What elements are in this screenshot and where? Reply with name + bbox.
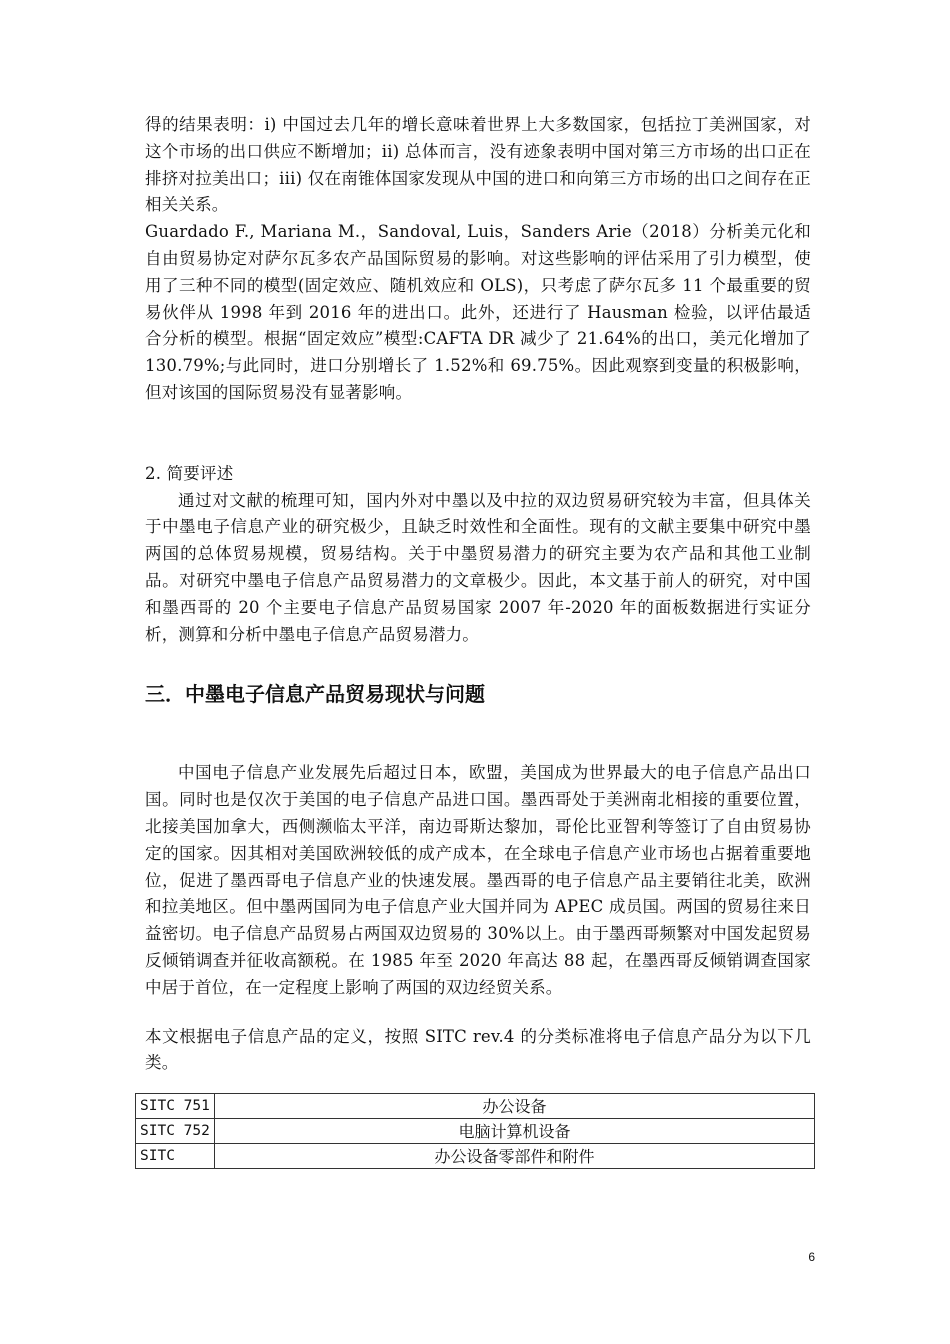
- section-title-brief-review: 2. 简要评述: [145, 463, 234, 483]
- paragraph-status: 中国电子信息产业发展先后超过日本，欧盟，美国成为世界最大的电子信息产品出口国。同时也是仅次于美国的电子信息产品进口国。墨西哥处于美洲南北相接的重要位置，北接美国加拿大，西侧濒临太平洋，南边哥斯达黎加，哥伦比亚智利等签订了自由贸易协定的国家。因其相对美国欧洲较低的成产成本，在全球电子信息产业市场也占据着重要地位，促进了墨西哥电子信息产业的快速发展。墨西哥的电子信息产品主要销往北美，欧洲和拉美地区。但中墨两国同为电子信息产业大国并同为 APEC 成员国。两国的贸易往来日益密切。电子信息产品贸易占两国双边贸易的 30%以上。由于墨西哥频繁对中国发起贸易反倾销调查并征收高额税。在 1985 年至 2020 年高达 88 起，在墨西哥反倾销调查国家中居于首位，在一定程度上影响了两国的双边经贸关系。: [145, 763, 811, 997]
- paragraph-review: 通过对文献的梳理可知，国内外对中墨以及中拉的双边贸易研究较为丰富，但具体关于中墨电子信息产业的研究极少，且缺乏时效性和全面性。现有的文献主要集中研究中墨两国的总体贸易规模，贸易结构。关于中墨贸易潜力的研究主要为农产品和其他工业制品。对研究中墨电子信息产品贸易潜力的文章极少。因此，本文基于前人的研究，对中国和墨西哥的 20 个主要电子信息产品贸易国家 2007 年-2020 年的面板数据进行实证分析，测算和分析中墨电子信息产品贸易潜力。: [145, 490, 811, 644]
- sitc-code-cell: SITC: [136, 1144, 215, 1169]
- table-row: [136, 1144, 815, 1169]
- document-body: [140, 112, 811, 1169]
- table-row: [136, 1094, 815, 1119]
- chapter-heading: 三．中墨电子信息产品贸易现状与问题: [145, 682, 485, 707]
- sitc-code-cell: SITC 751: [136, 1094, 215, 1119]
- sitc-classification-table: [135, 1093, 815, 1169]
- sitc-desc-cell: 办公设备: [215, 1094, 815, 1119]
- sitc-desc-cell: 电脑计算机设备: [215, 1119, 815, 1144]
- paragraph-findings: 得的结果表明：i) 中国过去几年的增长意味着世界上大多数国家，包括拉丁美洲国家，对这个市场的出口供应不断增加；ii) 总体而言，没有迹象表明中国对第三方市场的出口正在排挤对拉美出口；iii) 仅在南锥体国家发现从中国的进口和向第三方市场的出口之间存在正相关关系。: [145, 115, 811, 215]
- page-number: 6: [808, 1250, 815, 1264]
- table-row: [136, 1119, 815, 1144]
- sitc-code-cell: SITC 752: [136, 1119, 215, 1144]
- sitc-desc-cell: 办公设备零部件和附件: [215, 1144, 815, 1169]
- paragraph-classification: 本文根据电子信息产品的定义，按照 SITC rev.4 的分类标准将电子信息产品分为以下几类。: [145, 1026, 811, 1073]
- paragraph-guardado-study: Guardado F., Mariana M.，Sandoval, Luis，Sanders Arie（2018）分析美元化和自由贸易协定对萨尔瓦多农产品国际贸易的影响。对这些影响的评估采用了引力模型，使用了三种不同的模型(固定效应、随机效应和 OLS)，只考虑了萨尔瓦多 11 个最重要的贸易伙伴从 1998 年到 2016 年的进出口。此外，还进行了 Hausman 检验，以评估最适合分析的模型。根据“固定效应”模型:CAFTA DR 减少了 21.64%的出口，美元化增加了 130.79%;与此同时，进口分别增长了 1.52%和 69.75%。因此观察到变量的积极影响，但对该国的国际贸易没有显著影响。: [145, 222, 811, 402]
